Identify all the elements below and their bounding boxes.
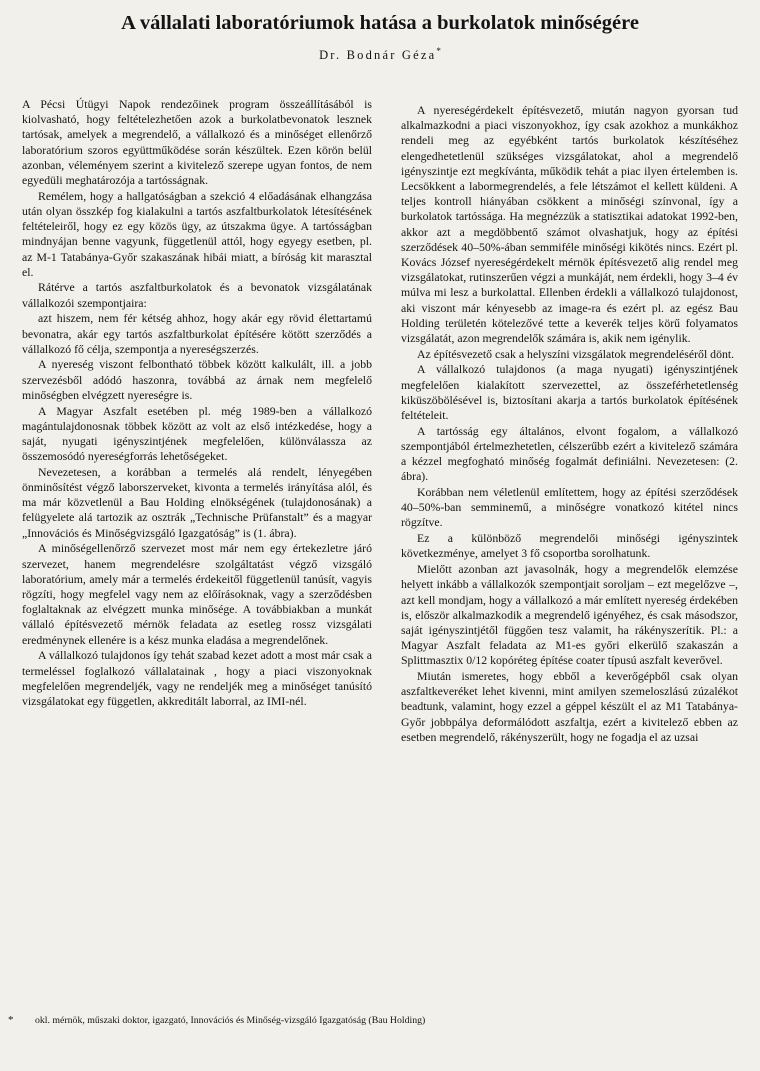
left-column xyxy=(22,97,372,710)
paragraph: Mielőtt azonban azt javasolnák, hogy a megrendelők elemzése helyett inkább a vállalkozók szempontjait soroljam – ezt megelőzve –, azt kell mondjam, hogy a vállalkozó a már említett nyereség érdekében is, először alkalmazkodik a megrendelő igényéhez, és csak másodszor, saját igényszintjétől függően tesz valamit, ha rákényszerítik. Pl.: a Magyar Aszfalt feladata az M1-es győri elkerülő szakaszán a Splittmasztix 0/12 kopóréteg építése coater típusú aszfalt keverővel. xyxy=(401,562,738,668)
paragraph: A vállalkozó tulajdonos így tehát szabad kezet adott a most már csak a termeléssel foglalkozó vállalatainak , hogy a piaci viszonyoknak megfelelően megrendeljék, vagy ne rendeljék meg a minőséget tanúsító vizsgálatokat egy független, akkreditált laborral, az IMI-nél. xyxy=(22,648,372,708)
paragraph: Remélem, hogy a hallgatóságban a szekció 4 előadásának elhangzása után olyan összkép fog kialakulni a tartós aszfaltburkolatok létesítésének feltételeiről, hogy ez egy közös ügy, az útszakma ügye. A tartósságban mindnyájan benne vagyunk, függetlenül attól, hogy egyegy esetben, pl. az M-1 Tatabánya-Győr szakaszának hibái miatt, a bíróság kit marasztal el. xyxy=(22,188,372,279)
paragraph: A nyereségérdekelt építésvezető, miután nagyon gyorsan tud alkalmazkodni a piaci viszonyokhoz, így csak azokhoz a munkákhoz rendeli meg az egyébként tartós burkolatok készítéséhez elengedhetetlenül szükséges vizsgálatokat, ahol a megrendelő igényszintje ezt megkívánta, működik tehát a piac ilyen értelemben is. Lecsökkent a labormegrendelés, a fele létszámot el kellett küldeni. A teljes kontroll hiányában csökkent a minőségi színvonal, így a burkolatok tartóssága. Ha megnézzük a statisztikai adatokat 1992-ben, akkor azt a megdöbbentő számot olvashatjuk, hogy az építési szerződések 40–50%-ában semmiféle minőségi kikötés nincs. Ezért pl. Kovács József nyereségérdekelt mérnök építésvezető alig rendel meg vizsgálatokat, rutinszerűen végzi a munkáját, nem érdekli, hogy 3–4 év múlva mi lesz a burkolattal. Ellenben érdekli a vállalkozó tulajdonost, aki viszont már kényesebb az image-ra és ezért pl. az egész Bau Holding területén kötelezővé tette a keverék teljes körű folyamatos vizsgálatát, azon megrendelők számára is, akik nem igénylik. xyxy=(401,103,738,346)
paragraph: A nyereség viszont felbontható többek között kalkulált, ill. a jobb szervezésből adódó haszonra, továbbá az árnak nem megfelelő minőségben elvégzett nyereségre is. xyxy=(22,357,372,402)
paragraph: Ez a különböző megrendelői minőségi igényszintek következménye, amelyet 3 fő csoportba sorolhatunk. xyxy=(401,531,738,561)
article-title: A vállalati laboratóriumok hatása a burkolatok minőségére xyxy=(121,12,639,34)
article-author xyxy=(0,46,760,63)
paragraph: Miután ismeretes, hogy ebből a keverőgépből csak olyan aszfaltkeveréket lehet kivenni, mint amilyen szemeloszlású zúzalékot beadtunk, valamint, hogy ezzel a géppel készült el az M1 Tatabánya-Győr jobbpálya deformálódott aszfaltja, ezért a kivitelező ebben az esetben megrendelő, rákényszerült, hogy ne fogadja el az uzsai xyxy=(401,669,738,744)
paragraph: Korábban nem véletlenül említettem, hogy az építési szerződések 40–50%-ban semminemű, a minőségre vonatkozó kitétel nincs rögzítve. xyxy=(401,485,738,530)
author-footnote-mark: * xyxy=(436,46,441,56)
paragraph: Nevezetesen, a korábban a termelés alá rendelt, lényegében önminősítést végző laborszerveket, kivonta a termelés irányítása alól, és ma már közvetlenül a Bau Holding elnökségének (tulajdonosának) a felügyelete alá tartozik az osztrák „Technische Prüfanstalt” és a magyar „Innovációs és Minőségvizsgáló Igazgatóság” is (1. ábra). xyxy=(22,464,372,540)
author-name: Dr. Bodnár Géza xyxy=(319,48,437,63)
paragraph: A tartósság egy általános, elvont fogalom, a vállalkozó szempontjából értelmezhetetlen, célszerűbb ezért a kivitelező számára a kézzel megfogható minőség fogalmát definiálni. Nevezetesen: (2. ábra). xyxy=(401,423,738,484)
paragraph: A minőségellenőrző szervezet most már nem egy értekezletre járó szervezet, hanem megrendelésre szolgáltatást végző vizsgáló laboratórium, amely már a termelés érdekeitől függetlenül tanúsít, vagyis rögzíti, hogy megfelel vagy nem az előírásoknak, vagy a szerződésben foglaltaknak az elvégzett munka minősége. A továbbiakban a munkát vállaló építésvezető mérnök feladata az esetleg rossz vizsgálati eredménynek ellenére is a kész munka eladása a megrendelőnek. xyxy=(22,541,372,647)
paragraph: Rátérve a tartós aszfaltburkolatok és a bevonatok vizsgálatának vállalkozói szempontjaira: xyxy=(22,280,372,310)
paragraph: A Pécsi Útügyi Napok rendezőinek program összeállításából is kiolvasható, hogy feltételezhetően azok a burkolatbevonatok lesznek tartósak, amelyek a megrendelő, a vállalkozó és a minőséget ellenőrző laboratórium szoros együttműködése során készültek. Ezen körön belül azonban, véleményem szerint a kivitelező szerepe ugyan fontos, de nem egyedüli meghatározója a tartósságnak. xyxy=(22,97,372,188)
right-column xyxy=(401,103,738,746)
paragraph: A Magyar Aszfalt esetében pl. még 1989-ben a vállalkozó magántulajdonosnak többek között az volt az első intézkedése, hogy a saját, nyugati igényszintjének megfelelően, különválassza az összemosódó nyereségforrás lehetőségeket. xyxy=(22,403,372,464)
paragraph: A vállalkozó tulajdonos (a maga nyugati) igényszintjének megfelelően kialakított szervezettel, az összeférhetetlenség kiküszöbölésével is, biztosítani akarja a tartós burkolatok építésének feltételeit. xyxy=(401,362,738,423)
paragraph: Az építésvezető csak a helyszíni vizsgálatok megrendeléséről dönt. xyxy=(417,346,735,361)
footnote xyxy=(8,1014,748,1027)
footnote-mark: * xyxy=(8,1014,14,1026)
footnote-text: okl. mérnök, műszaki doktor, igazgató, Innovációs és Minőség-vizsgáló Igazgatóság (Bau Holding) xyxy=(35,1015,426,1026)
paragraph: azt hiszem, nem fér kétség ahhoz, hogy akár egy rövid élettartamú bevonatra, akár egy tartós aszfaltburkolat építésére kötött szerződés a vállalkozó fő célja, szempontja a nyereségszerzés. xyxy=(22,311,372,356)
